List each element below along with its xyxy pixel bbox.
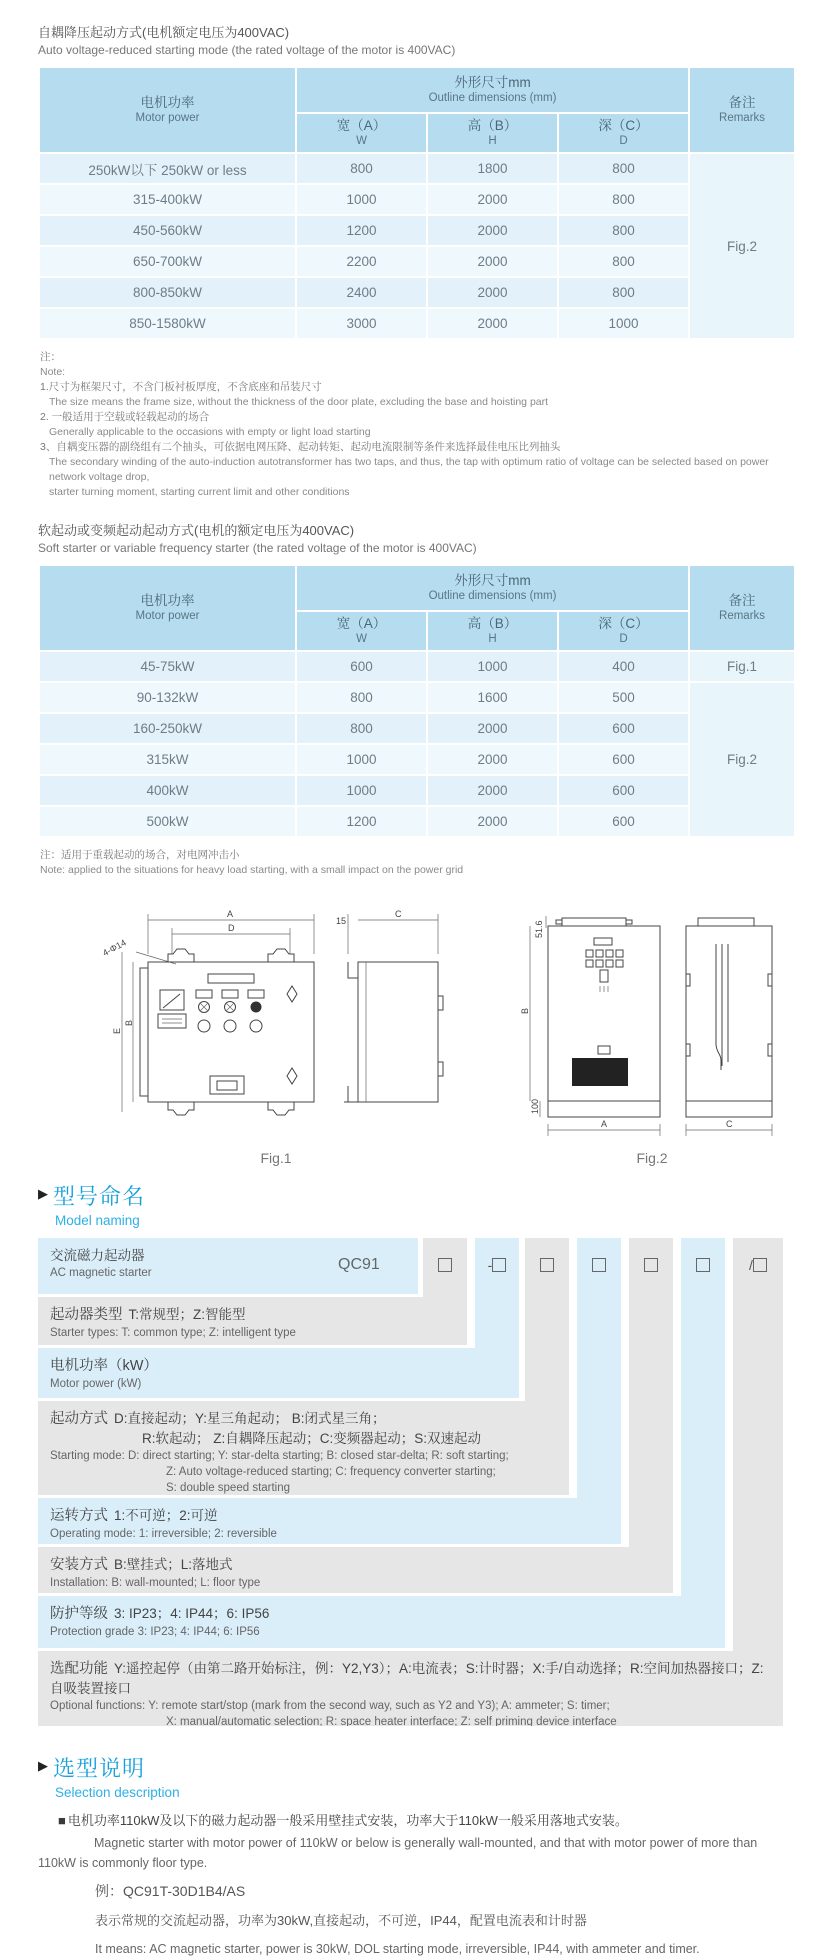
code-column-stripe bbox=[577, 1238, 621, 1498]
table2-note bbox=[40, 848, 792, 878]
cell-remark-fig2: Fig.2 bbox=[690, 683, 794, 836]
square-bullet-icon: ■ bbox=[58, 1813, 66, 1828]
wall-mounted-starter-drawing bbox=[96, 904, 456, 1139]
cell-height: 2000 bbox=[428, 309, 557, 338]
cell-width: 3000 bbox=[297, 309, 426, 338]
table-row bbox=[40, 247, 794, 276]
selection-p1-en: Magnetic starter with motor power of 110kW or below is generally wall-mounted, and that with motor power of more than 110kW is commonly floor type. bbox=[38, 1836, 758, 1870]
cell-width: 800 bbox=[297, 683, 426, 712]
note1-en: The size means the frame size, without the thickness of the door plate, excluding the base and hoisting part bbox=[49, 396, 549, 408]
header-motor-power-en: Motor power bbox=[135, 610, 200, 622]
fig1-dim-b-label: B bbox=[124, 1019, 134, 1026]
starting-mode-desc1-zh: D:直接起动；Y:星三角起动； B:闭式星三角； bbox=[114, 1411, 386, 1426]
header-width-en: W bbox=[356, 633, 367, 645]
table1-notes bbox=[40, 350, 792, 500]
code-box-square bbox=[540, 1258, 554, 1272]
starting-mode-en2: Z: Auto voltage-reduced starting; C: frequency converter starting; bbox=[166, 1466, 496, 1478]
header-outline-zh: 外形尺寸mm bbox=[454, 75, 531, 90]
header-depth-zh: 深（C） bbox=[598, 118, 649, 133]
optional-functions-label-zh: 选配功能 bbox=[50, 1661, 108, 1677]
note1-zh: 1.尺寸为框架尺寸，不含门板衬板厚度，不含底座和吊装尺寸 bbox=[40, 381, 322, 393]
code-column-stripe bbox=[733, 1238, 783, 1651]
selection-body bbox=[38, 1810, 792, 1960]
selection-example-zh: 表示常规的交流起动器，功率为30kW,直接起动，不可逆，IP44，配置电流表和计时器 bbox=[95, 1913, 587, 1928]
header-motor-power bbox=[40, 566, 295, 650]
header-depth-en: D bbox=[619, 135, 628, 147]
table-row bbox=[40, 216, 794, 245]
header-motor-power bbox=[40, 68, 295, 152]
code-box-protection-grade bbox=[681, 1257, 725, 1273]
code-column-stripe bbox=[475, 1238, 519, 1348]
cell-height: 2000 bbox=[428, 776, 557, 805]
header-height-en: H bbox=[488, 135, 497, 147]
cell-power: 250kW以下 250kW or less bbox=[40, 154, 295, 183]
optional-functions-en1: Optional functions: Y: remote start/stop (mark from the second way, such as Y2 and Y3); A: ammeter; S: timer; bbox=[50, 1700, 610, 1712]
header-width-zh: 宽（A） bbox=[336, 616, 387, 631]
table-row bbox=[40, 776, 794, 805]
cell-height: 1000 bbox=[428, 652, 557, 681]
figure2-caption: Fig.2 bbox=[636, 1150, 668, 1166]
optional-functions-desc-zh: Y:遥控起停（由第二路开始标注，例：Y2,Y3）；A:电流表；S:计时器；X:手/自动选择；R:空间加热器接口；Z:自吸装置接口 bbox=[50, 1661, 764, 1696]
cell-width: 800 bbox=[297, 154, 426, 183]
cell-depth: 600 bbox=[559, 714, 688, 743]
operating-mode-en: Operating mode: 1: irreversible; 2: reversible bbox=[50, 1528, 277, 1540]
code-box-square bbox=[438, 1258, 452, 1272]
cell-width: 2200 bbox=[297, 247, 426, 276]
model-row-starter-type bbox=[38, 1297, 467, 1345]
installation-label-zh: 安装方式 bbox=[50, 1557, 108, 1573]
model-code-prefix: QC91 bbox=[338, 1256, 380, 1273]
fig1-dim-a-label: A bbox=[227, 909, 234, 919]
note-label-en: Note: bbox=[40, 366, 66, 378]
table1-title-en: Auto voltage-reduced starting mode (the rated voltage of the motor is 400VAC) bbox=[38, 43, 456, 57]
code-box-prefix: - bbox=[487, 1257, 493, 1273]
code-box-operating-mode bbox=[577, 1257, 621, 1273]
dimensions-table-soft-vfd bbox=[38, 564, 796, 838]
cell-power: 800-850kW bbox=[40, 278, 295, 307]
cell-depth: 400 bbox=[559, 652, 688, 681]
header-remarks-zh: 备注 bbox=[728, 593, 756, 608]
installation-desc-zh: B:壁挂式；L:落地式 bbox=[114, 1557, 233, 1572]
header-width bbox=[297, 114, 426, 152]
note-zh: 注：适用于重载起动的场合，对电网冲击小 bbox=[40, 849, 240, 861]
model-naming-title-zh: 型号命名 bbox=[53, 1184, 146, 1209]
cell-power: 650-700kW bbox=[40, 247, 295, 276]
starter-type-label-zh: 起动器类型 bbox=[50, 1307, 123, 1323]
dimensions-table-auto-reduced bbox=[38, 66, 796, 340]
optional-functions-en2: X: manual/automatic selection; R: space heater interface; Z: self priming device interface bbox=[166, 1716, 617, 1726]
fig2-dim-100-label: 100 bbox=[530, 1098, 540, 1114]
header-height-en: H bbox=[488, 633, 497, 645]
cell-width: 800 bbox=[297, 714, 426, 743]
header-remarks bbox=[690, 566, 794, 650]
cell-height: 2000 bbox=[428, 807, 557, 836]
header-height-zh: 高（B） bbox=[467, 118, 518, 133]
cell-width: 1000 bbox=[297, 185, 426, 214]
cell-remark-fig1: Fig.1 bbox=[690, 652, 794, 681]
table-row bbox=[40, 309, 794, 338]
model-naming-heading bbox=[38, 1180, 792, 1228]
figure-2 bbox=[502, 904, 802, 1166]
cell-height: 2000 bbox=[428, 216, 557, 245]
code-box-prefix: / bbox=[749, 1257, 753, 1273]
cell-width: 600 bbox=[297, 652, 426, 681]
header-height bbox=[428, 612, 557, 650]
cell-depth: 800 bbox=[559, 154, 688, 183]
code-box-square bbox=[753, 1258, 767, 1272]
header-height-zh: 高（B） bbox=[467, 616, 518, 631]
cell-power: 45-75kW bbox=[40, 652, 295, 681]
table-row bbox=[40, 714, 794, 743]
code-box-starting-mode bbox=[525, 1257, 569, 1273]
cell-depth: 800 bbox=[559, 278, 688, 307]
section-arrow-icon: ▶ bbox=[38, 1758, 48, 1773]
fig1-holes-label: 4-Φ14 bbox=[100, 937, 128, 959]
fig2-dim-516-label: 51.6 bbox=[534, 920, 544, 938]
operating-mode-desc-zh: 1:不可逆；2:可逆 bbox=[114, 1508, 218, 1523]
table-row bbox=[40, 185, 794, 214]
product-name-zh: 交流磁力起动器 bbox=[50, 1248, 145, 1263]
cell-depth: 800 bbox=[559, 185, 688, 214]
cell-power: 90-132kW bbox=[40, 683, 295, 712]
header-outline-zh: 外形尺寸mm bbox=[454, 573, 531, 588]
cell-power: 850-1580kW bbox=[40, 309, 295, 338]
cell-depth: 800 bbox=[559, 216, 688, 245]
cell-power: 400kW bbox=[40, 776, 295, 805]
selection-example-code: 例：QC91T-30D1B4/AS bbox=[95, 1883, 246, 1899]
code-box-optional-functions bbox=[733, 1257, 783, 1273]
cell-power: 315kW bbox=[40, 745, 295, 774]
header-depth bbox=[559, 114, 688, 152]
cell-width: 1200 bbox=[297, 216, 426, 245]
starter-type-desc-zh: T:常规型；Z:智能型 bbox=[128, 1307, 246, 1322]
protection-grade-desc-zh: 3: IP23；4: IP44；6: IP56 bbox=[114, 1606, 270, 1621]
starting-mode-desc2-zh: R:软起动； Z:自耦降压起动；C:变频器起动；S:双速起动 bbox=[142, 1431, 482, 1446]
note-label-zh: 注： bbox=[40, 351, 61, 363]
note2-zh: 2. 一般适用于空载或轻载起动的场合 bbox=[40, 411, 210, 423]
fig1-dim-15-label: 15 bbox=[336, 916, 347, 926]
code-box-square bbox=[492, 1258, 506, 1272]
cell-height: 2000 bbox=[428, 714, 557, 743]
cell-height: 2000 bbox=[428, 745, 557, 774]
header-width bbox=[297, 612, 426, 650]
header-remarks bbox=[690, 68, 794, 152]
code-box-motor-power bbox=[475, 1257, 519, 1273]
header-outline-en: Outline dimensions (mm) bbox=[428, 92, 557, 104]
cell-width: 1000 bbox=[297, 776, 426, 805]
model-row-motor-power bbox=[38, 1348, 519, 1398]
cell-power: 315-400kW bbox=[40, 185, 295, 214]
operating-mode-label-zh: 运转方式 bbox=[50, 1508, 108, 1524]
cell-power: 500kW bbox=[40, 807, 295, 836]
model-naming-diagram bbox=[38, 1238, 792, 1726]
code-column-stripe bbox=[681, 1238, 725, 1596]
header-width-en: W bbox=[356, 135, 367, 147]
fig2-dim-a-label: A bbox=[601, 1119, 608, 1129]
cell-width: 2400 bbox=[297, 278, 426, 307]
model-row-operating-mode bbox=[38, 1498, 621, 1544]
code-box-square bbox=[592, 1258, 606, 1272]
table-row bbox=[40, 652, 794, 681]
table-row bbox=[40, 683, 794, 712]
cell-height: 2000 bbox=[428, 278, 557, 307]
header-depth-en: D bbox=[619, 633, 628, 645]
table-row bbox=[40, 154, 794, 183]
cell-power: 450-560kW bbox=[40, 216, 295, 245]
motor-power-en: Motor power (kW) bbox=[50, 1378, 142, 1390]
cell-depth: 1000 bbox=[559, 309, 688, 338]
cell-remark-fig2: Fig.2 bbox=[690, 154, 794, 338]
figures-row bbox=[96, 904, 792, 1166]
starter-type-en: Starter types: T: common type; Z: intelligent type bbox=[50, 1327, 296, 1339]
selection-title-zh: 选型说明 bbox=[53, 1756, 146, 1781]
header-motor-power-zh: 电机功率 bbox=[140, 593, 195, 608]
selection-example-en: It means: AC magnetic starter, power is 30kW, DOL starting mode, irreversible, IP44, with ammeter and timer. bbox=[95, 1942, 700, 1956]
figure1-caption: Fig.1 bbox=[260, 1150, 292, 1166]
header-depth-zh: 深（C） bbox=[598, 616, 649, 631]
section-arrow-icon: ▶ bbox=[38, 1186, 48, 1201]
fig1-dim-e-label: E bbox=[112, 1027, 122, 1034]
header-height bbox=[428, 114, 557, 152]
cell-height: 1800 bbox=[428, 154, 557, 183]
header-width-zh: 宽（A） bbox=[336, 118, 387, 133]
code-box-square bbox=[644, 1258, 658, 1272]
cell-depth: 600 bbox=[559, 807, 688, 836]
protection-grade-en: Protection grade 3: IP23; 4: IP44; 6: IP56 bbox=[50, 1626, 260, 1638]
selection-title-en: Selection description bbox=[55, 1785, 180, 1800]
code-column-stripe bbox=[629, 1238, 673, 1547]
note3-zh: 3、自耦变压器的副绕组有二个抽头，可依据电网压降、起动转矩、起动电流限制等条件来选择最佳电压比列抽头 bbox=[40, 441, 561, 453]
cell-height: 1600 bbox=[428, 683, 557, 712]
cell-depth: 600 bbox=[559, 745, 688, 774]
figure-1 bbox=[96, 904, 456, 1166]
motor-power-label-zh: 电机功率（kW） bbox=[50, 1358, 158, 1374]
product-name-en: AC magnetic starter bbox=[50, 1267, 152, 1279]
header-motor-power-en: Motor power bbox=[135, 112, 200, 124]
fig2-dim-c-label: C bbox=[726, 1119, 733, 1129]
header-remarks-en: Remarks bbox=[719, 112, 766, 124]
header-outline-en: Outline dimensions (mm) bbox=[428, 590, 557, 602]
protection-grade-label-zh: 防护等级 bbox=[50, 1606, 108, 1622]
model-row-protection-grade bbox=[38, 1596, 725, 1648]
note3-en-line1: The secondary winding of the auto-induction autotransformer has two taps, and thus, the tap with optimum ratio of voltage can be selected based on power network voltage drop, bbox=[49, 456, 769, 483]
cell-power: 160-250kW bbox=[40, 714, 295, 743]
header-depth bbox=[559, 612, 688, 650]
table2-title-en: Soft starter or variable frequency starter (the rated voltage of the motor is 400VAC) bbox=[38, 541, 477, 555]
header-remarks-zh: 备注 bbox=[728, 95, 756, 110]
note2-en: Generally applicable to the occasions with empty or light load starting bbox=[49, 426, 371, 438]
selection-heading bbox=[38, 1752, 792, 1800]
model-row-optional-functions bbox=[38, 1651, 783, 1726]
model-row-starting-mode bbox=[38, 1401, 569, 1495]
note-en: Note: applied to the situations for heavy load starting, with a small impact on the power grid bbox=[40, 864, 464, 876]
cell-depth: 500 bbox=[559, 683, 688, 712]
code-box-starter-type bbox=[423, 1257, 467, 1273]
installation-en: Installation: B: wall-mounted; L: floor type bbox=[50, 1577, 261, 1589]
floor-cabinet-drawing bbox=[502, 904, 802, 1139]
header-remarks-en: Remarks bbox=[719, 610, 766, 622]
starting-mode-en3: S: double speed starting bbox=[166, 1482, 291, 1494]
table-row bbox=[40, 807, 794, 836]
table-row bbox=[40, 278, 794, 307]
header-outline-dimensions bbox=[297, 566, 688, 610]
code-box-installation bbox=[629, 1257, 673, 1273]
cell-depth: 600 bbox=[559, 776, 688, 805]
header-motor-power-zh: 电机功率 bbox=[140, 95, 195, 110]
fig1-dim-c-label: C bbox=[395, 909, 402, 919]
cell-height: 2000 bbox=[428, 185, 557, 214]
cell-depth: 800 bbox=[559, 247, 688, 276]
cell-width: 1000 bbox=[297, 745, 426, 774]
note3-en-line2: starter turning moment, starting current limit and other conditions bbox=[49, 486, 350, 498]
table2-title-zh: 软起动或变频起动起动方式(电机的额定电压为400VAC) bbox=[38, 523, 355, 538]
table-row bbox=[40, 745, 794, 774]
table1-title-zh: 自耦降压起动方式(电机额定电压为400VAC) bbox=[38, 25, 290, 40]
starting-mode-label-zh: 起动方式 bbox=[50, 1411, 108, 1427]
starting-mode-en1: Starting mode: D: direct starting; Y: star-delta starting; B: closed star-delta; R: soft starting; bbox=[50, 1450, 509, 1462]
model-naming-title-en: Model naming bbox=[55, 1213, 140, 1228]
header-outline-dimensions bbox=[297, 68, 688, 112]
model-row-installation bbox=[38, 1547, 673, 1593]
cell-height: 2000 bbox=[428, 247, 557, 276]
fig2-dim-b-label: B bbox=[520, 1007, 530, 1014]
cell-width: 1200 bbox=[297, 807, 426, 836]
code-box-square bbox=[696, 1258, 710, 1272]
fig1-dim-d-label: D bbox=[228, 923, 235, 933]
selection-p1-zh: 电机功率110kW及以下的磁力起动器一般采用壁挂式安装，功率大于110kW一般采用落地式安装。 bbox=[67, 1813, 628, 1828]
